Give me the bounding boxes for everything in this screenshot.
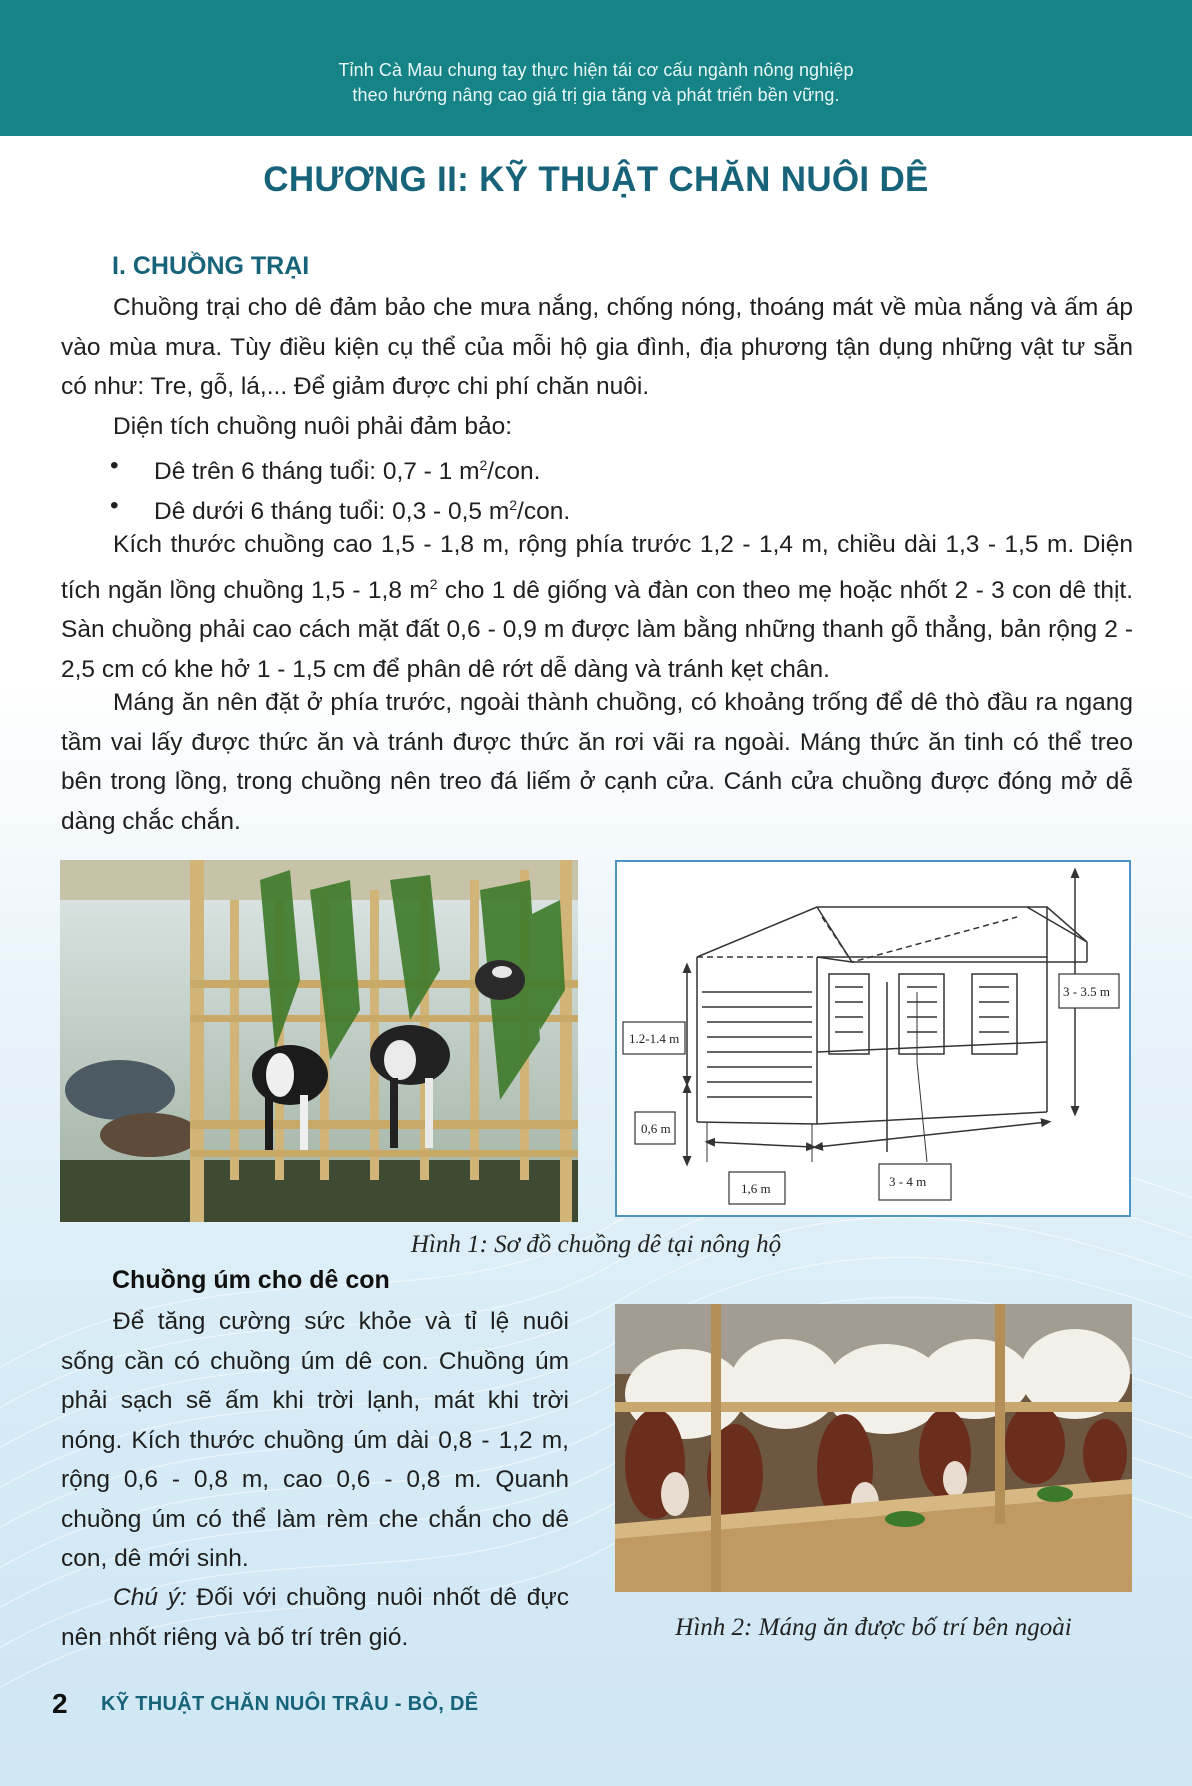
section-paragraph-3 — [61, 525, 1133, 689]
bullet2-unit: /con. — [517, 498, 571, 526]
diagram-label-length: 3 - 4 m — [889, 1174, 927, 1189]
bullet-dot: • — [110, 452, 119, 479]
header-line-2: theo hướng nâng cao giá trị gia tăng và phát triển bền vững. — [352, 85, 840, 105]
subsection-paragraph-text: Để tăng cường sức khỏe và tỉ lệ nuôi sống cần có chuồng úm dê con. Chuồng úm phải sạch sẽ ấm khi trời lạnh, mát khi trời nóng. Kích thước chuồng úm dài 0,8 - 1,2 m, rộng 0,6 - 0,8 m, cao 0,6 - 0,8 m. Quanh chuồng úm có thể làm rèm che chắn cho dê con, dê mới sinh. — [61, 1308, 569, 1572]
bullet1-unit: /con. — [487, 458, 541, 486]
figure1-caption: Hình 1: Sơ đồ chuồng dê tại nông hộ — [410, 1231, 782, 1258]
footer-book-title: KỸ THUẬT CHĂN NUÔI TRÂU - BÒ, DÊ — [101, 1693, 479, 1715]
note-label: Chú ý: — [113, 1584, 187, 1611]
para2-text: Diện tích chuồng nuôi phải đảm bảo: — [113, 413, 513, 440]
section-paragraph-1 — [61, 288, 1133, 407]
diagram-label-front-height: 1.2-1.4 m — [629, 1031, 680, 1046]
subsection-title: Chuồng úm cho dê con — [112, 1266, 390, 1294]
section-title: I. CHUỒNG TRẠI — [112, 252, 310, 280]
bullet1-superscript: 2 — [479, 457, 488, 473]
section-paragraph-4 — [61, 683, 1133, 841]
diagram-label-width: 1,6 m — [741, 1181, 771, 1196]
para4-text: Máng ăn nên đặt ở phía trước, ngoài thành chuồng, có khoảng trống để dê thò đầu ra ngang tầm vai lấy được thức ăn và tránh được thức ăn rơi vãi ra ngoài. Máng thức ăn tinh có thể treo bên trong lồng, trong chuồng nên treo đá liếm ở cạnh cửa. Cánh cửa chuồng được đóng mở dễ dàng chắc chắn. — [61, 689, 1133, 835]
para3-superscript: 2 — [429, 575, 438, 592]
bullet2-text: Dê dưới 6 tháng tuổi: 0,3 - 0,5 m — [154, 498, 510, 526]
note-paragraph — [61, 1578, 569, 1657]
bullet2-superscript: 2 — [509, 497, 518, 513]
diagram-label-floor-height: 0,6 m — [641, 1121, 671, 1136]
section-paragraph-2 — [61, 407, 1133, 447]
page-number: 2 — [52, 1688, 68, 1719]
goat-pen-photo — [60, 860, 578, 1222]
note-text: Đối với chuồng nuôi nhốt dê đực nên nhốt riêng và bố trí trên gió. — [61, 1584, 569, 1651]
para3-text-b: cho 1 dê giống và đàn con theo mẹ hoặc nhốt 2 - 3 con dê thịt. Sàn chuồng phải cao cách mặt đất 0,6 - 0,9 m được làm bằng những thanh gỗ thẳng, bản rộng 2 - 2,5 cm có khe hở 1 - 1,5 cm để phân dê rớt dễ dàng và tránh kẹt chân. — [61, 576, 1133, 683]
subsection-paragraph — [61, 1302, 569, 1579]
feeding-trough-photo — [615, 1304, 1132, 1592]
bullet1-text: Dê trên 6 tháng tuổi: 0,7 - 1 m — [154, 458, 480, 486]
goat-pen-diagram — [615, 860, 1131, 1217]
para1-text: Chuồng trại cho dê đảm bảo che mưa nắng, chống nóng, thoáng mát về mùa nắng và ấm áp vào mùa mưa. Tùy điều kiện cụ thể của mỗi hộ gia đình, địa phương tận dụng những vật tư sẵn có như: Tre, gỗ, lá,... Để giảm được chi phí chăn nuôi. — [61, 294, 1133, 400]
figure2-caption: Hình 2: Máng ăn được bố trí bên ngoài — [675, 1614, 1072, 1641]
bullet-dot: • — [110, 492, 119, 519]
header-band — [0, 0, 1192, 136]
chapter-title: CHƯƠNG II: KỸ THUẬT CHĂN NUÔI DÊ — [263, 160, 929, 199]
para3-text-a: Kích thước chuồng cao 1,5 - 1,8 m, rộng phía trước 1,2 - 1,4 m, chiều dài 1,3 - 1,5 m. Diện tích ngăn lồng chuồng 1,5 - 1,8 m — [61, 531, 1133, 604]
header-line-1: Tỉnh Cà Mau chung tay thực hiện tái cơ cấu ngành nông nghiệp — [338, 60, 854, 80]
diagram-label-total-height: 3 - 3.5 m — [1063, 984, 1110, 999]
